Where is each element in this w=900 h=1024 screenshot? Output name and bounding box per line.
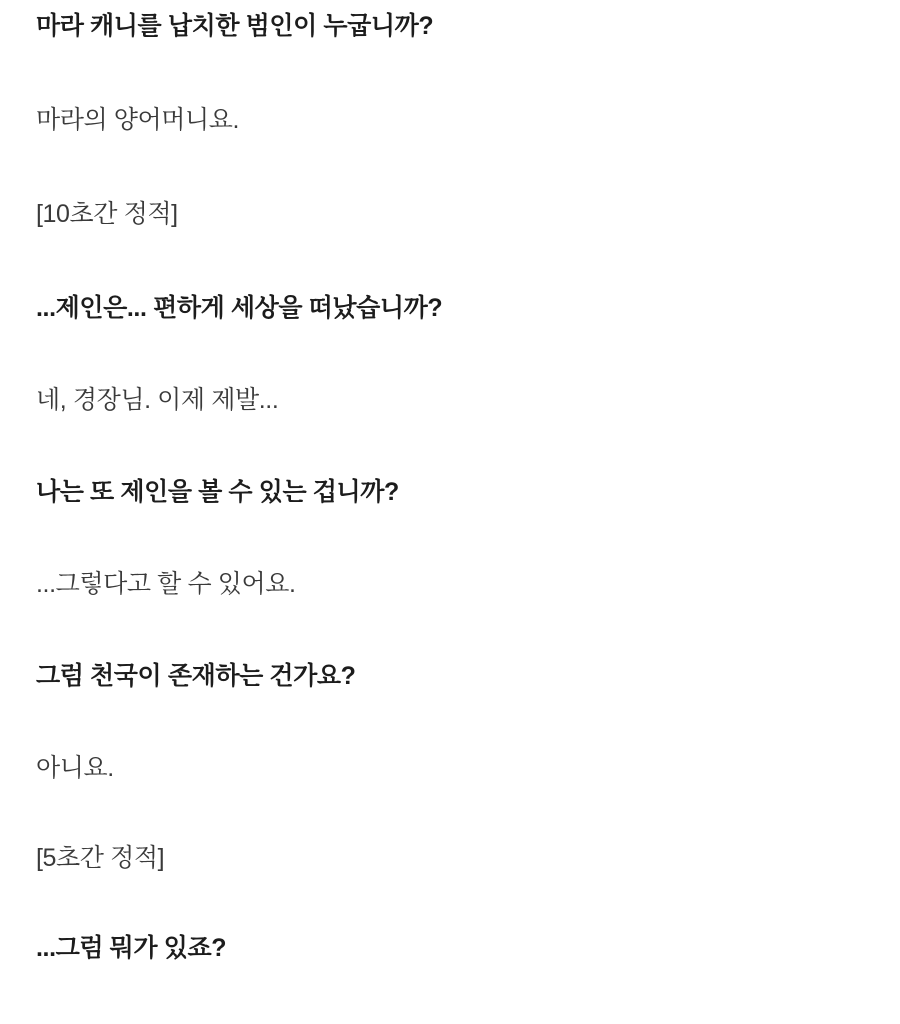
spacer <box>36 874 864 932</box>
dialogue-question-1: 마라 캐니를 납치한 범인이 누굽니까? <box>36 12 434 40</box>
dialogue-answer-2: 네, 경장님. 이제 제발... <box>36 386 279 414</box>
spacer <box>36 600 864 660</box>
spacer <box>36 42 864 104</box>
dialogue-question-5: ...그럼 뭐가 있죠? <box>36 934 227 962</box>
stage-direction-1: [10초간 정적] <box>36 200 178 228</box>
dialogue-answer-1: 마라의 양어머니요. <box>36 106 240 134</box>
spacer <box>36 416 864 476</box>
stage-direction-2: [5초간 정적] <box>36 844 165 872</box>
dialogue-question-2: ...제인은... 편하게 세상을 떠났습니까? <box>36 294 443 322</box>
spacer <box>36 324 864 384</box>
spacer <box>36 136 864 198</box>
spacer <box>36 692 864 752</box>
spacer <box>36 230 864 292</box>
dialogue-question-3: 나는 또 제인을 볼 수 있는 겁니까? <box>36 478 399 506</box>
spacer <box>36 784 864 842</box>
dialogue-answer-4: 아니요. <box>36 754 114 782</box>
spacer <box>36 508 864 568</box>
dialogue-answer-3: ...그렇다고 할 수 있어요. <box>36 570 296 598</box>
dialogue-question-4: 그럼 천국이 존재하는 건가요? <box>36 662 356 690</box>
